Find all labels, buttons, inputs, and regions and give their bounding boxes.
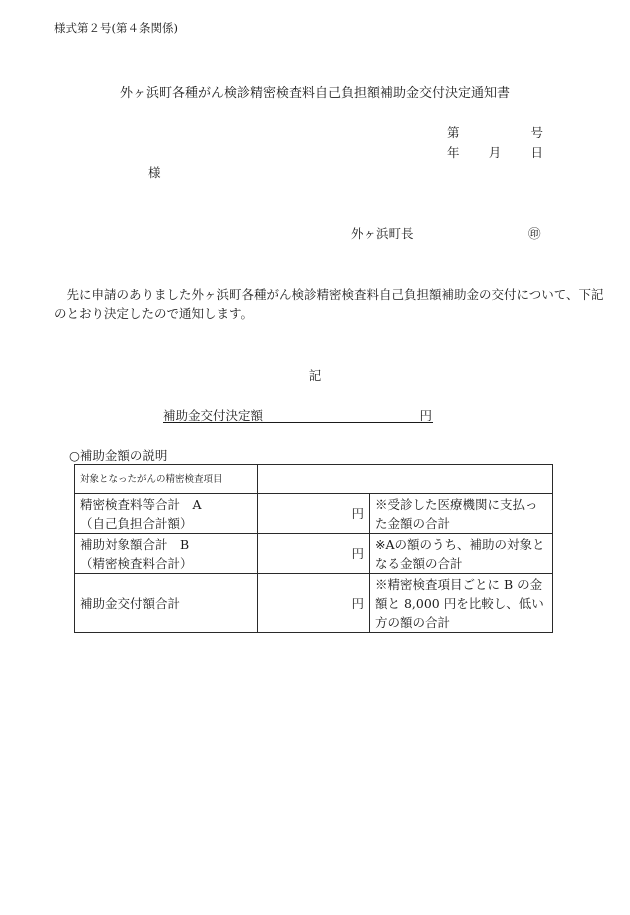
- reference-number-suffix: 号: [530, 125, 543, 140]
- table-row: [75, 574, 553, 633]
- body-paragraph-text: 先に申請のありました外ヶ浜町各種がん検診精密検査料自己負担額補助金の交付について、下記のとおり決定したので通知します。: [54, 287, 604, 321]
- explanation-heading: ○補助金額の説明: [69, 448, 168, 463]
- row-note: ※精密検査項目ごとに B の金額と 8,000 円を比較し、低い方の額の合計: [370, 574, 553, 633]
- grant-amount-unit: 円: [419, 408, 432, 423]
- amount-cell: 円: [258, 534, 370, 574]
- amount-cell: 円: [258, 494, 370, 534]
- date-year: 年: [447, 145, 460, 160]
- date-day: 日: [530, 145, 543, 160]
- row-label: 補助対象額合計 B （精密検査料合計）: [75, 534, 258, 574]
- reference-number-line: [447, 123, 543, 141]
- table-row: [75, 534, 553, 574]
- date-line: [447, 143, 543, 161]
- grant-amount-label: 補助金交付決定額: [163, 408, 264, 423]
- amount-cell: 円: [258, 574, 370, 633]
- row-label: 精密検査料等合計 A （自己負担合計額）: [75, 494, 258, 534]
- grant-amount-line: [163, 406, 433, 423]
- addressee-honorific: 様: [148, 165, 161, 180]
- issuer-name: 外ヶ浜町長: [351, 226, 414, 241]
- explanation-table: [74, 464, 553, 633]
- exam-items-cell: [258, 465, 553, 494]
- table-row: [75, 494, 553, 534]
- row-label: 対象となったがんの精密検査項目: [75, 465, 258, 494]
- date-month: 月: [488, 145, 502, 160]
- ki-marker: 記: [308, 368, 322, 383]
- reference-number-prefix: 第: [447, 125, 460, 140]
- seal-mark: ㊞: [528, 226, 541, 241]
- table-row: [75, 465, 553, 494]
- row-label: 補助金交付額合計: [75, 574, 258, 633]
- row-note: ※受診した医療機関に支払った金額の合計: [370, 494, 553, 534]
- row-note: ※Aの額のうち、補助の対象となる金額の合計: [370, 534, 553, 574]
- document-title: 外ヶ浜町各種がん検診精密検査料自己負担額補助金交付決定通知書: [119, 86, 510, 101]
- form-number: 様式第２号(第４条関係): [54, 21, 178, 35]
- body-paragraph: [54, 285, 610, 323]
